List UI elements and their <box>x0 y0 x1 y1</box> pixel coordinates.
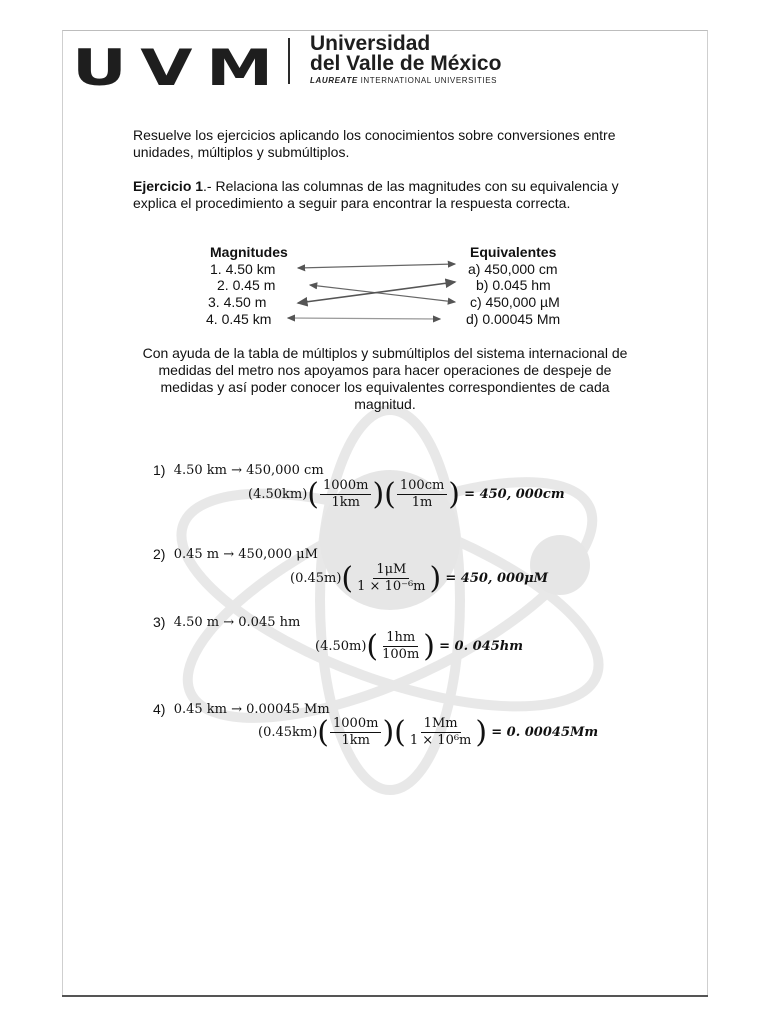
page-bottom-rule <box>62 995 708 997</box>
explanation-paragraph <box>128 345 642 413</box>
arrow-2-c <box>310 285 455 302</box>
university-name <box>310 34 501 74</box>
equation-start: (0.45km) <box>258 725 318 740</box>
intro-line1: Resuelve los ejercicios aplicando los conocimientos sobre conversiones entre <box>133 127 616 143</box>
explanation-line4: magnitud. <box>354 396 416 412</box>
exercise-line1: .- Relaciona las columnas de las magnitudes con su equivalencia y <box>203 178 619 194</box>
arrow-1-a <box>298 264 455 268</box>
solution-number: 2) <box>153 546 166 562</box>
fraction-numerator: 100cm <box>397 478 447 495</box>
equivalents-header: Equivalentes <box>470 244 557 260</box>
exercise-line2: explica el procedimiento a seguir para encontrar la respuesta correcta. <box>133 195 571 211</box>
equivalent-item: b) 0.045 hm <box>476 277 551 293</box>
fraction-denominator: 1 × 10⁻⁶m <box>357 579 426 594</box>
exercise-paragraph <box>133 178 619 212</box>
magnitude-item: 3. 4.50 m <box>208 294 267 310</box>
magnitude-item: 1. 4.50 km <box>210 261 276 277</box>
matching-arrows <box>280 255 470 330</box>
solution-number: 3) <box>153 614 166 630</box>
fraction-denominator: 1km <box>341 733 370 748</box>
arrow-4-d <box>288 318 440 319</box>
fraction-denominator: 1km <box>331 495 360 510</box>
intro-paragraph <box>133 127 615 161</box>
solution-number: 1) <box>153 462 166 478</box>
laureate-network <box>310 76 497 85</box>
equation-start: (4.50m) <box>315 639 367 654</box>
statement-text: 0.45 km → 0.00045 Mm <box>173 701 330 717</box>
statement-text: 0.45 m → 450,000 μM <box>173 546 318 562</box>
explanation-line3: medidas y así poder conocer los equivalentes correspondientes de cada <box>160 379 610 395</box>
equation-result: = 0. 045hm <box>439 639 523 654</box>
equivalent-item: d) 0.00045 Mm <box>466 311 561 327</box>
fraction-denominator: 1 × 10⁶m <box>409 733 472 748</box>
solution-equation: (4.50km) ( $\frac{1000m}{1km}$ ) ( $\frac{100cm}{1m}$ ) = 450, 000cm <box>248 476 565 512</box>
fraction-numerator: 1hm <box>383 630 418 647</box>
equivalent-item: c) 450,000 µM <box>470 294 560 310</box>
magnitude-item: 4. 0.45 km <box>206 311 272 327</box>
laureate-rest: INTERNATIONAL UNIVERSITIES <box>357 76 498 85</box>
solution-equation: (0.45m) ( $\frac{1\mu M}{\text{1 × 10⁻⁶m}}$ ) = 450, 000μM <box>290 560 549 596</box>
university-name-line2: del Valle de México <box>310 52 502 75</box>
solution-statement <box>153 546 318 562</box>
solution-statement <box>153 614 300 630</box>
fraction-numerator: 1000m <box>330 716 381 733</box>
solution-statement <box>153 701 330 717</box>
solution-equation: (4.50m) ( $\frac{1hm}{100m}$ ) = 0. 045hm <box>315 628 523 664</box>
equation-result: = 450, 000μM <box>445 571 549 586</box>
fraction-numerator: 1μM <box>373 562 409 579</box>
uvm-logo: UVM <box>72 39 287 97</box>
laureate-bold: LAUREATE <box>310 76 358 85</box>
fraction-numerator: 1Mm <box>421 716 461 733</box>
explanation-line1: Con ayuda de la tabla de múltiplos y submúltiplos del sistema internacional de <box>142 345 628 361</box>
equation-result: = 0. 00045Mm <box>491 725 599 740</box>
statement-text: 4.50 km → 450,000 cm <box>173 462 324 478</box>
fraction-denominator: 100m <box>382 647 420 662</box>
arrow-3-b <box>298 282 455 303</box>
exercise-label: Ejercicio 1 <box>133 178 204 194</box>
solution-statement <box>153 462 324 478</box>
equation-start: (0.45m) <box>290 571 342 586</box>
fraction-numerator: 1000m <box>320 478 371 495</box>
university-name-line1: Universidad <box>310 32 431 55</box>
logo-divider <box>288 38 290 84</box>
fraction-denominator: 1m <box>411 495 433 510</box>
equivalent-item: a) 450,000 cm <box>468 261 558 277</box>
solution-number: 4) <box>153 701 166 717</box>
magnitudes-header: Magnitudes <box>210 244 288 260</box>
equation-start: (4.50km) <box>248 487 308 502</box>
explanation-line2: medidas del metro nos apoyamos para hacer operaciones de despeje de <box>158 362 612 378</box>
solution-equation: (0.45km) ( $\frac{1000m}{1km}$ ) ( $\frac{1Mm}{\text{1 × 10⁶m}}$ ) = 0. 00045Mm <box>258 714 599 750</box>
magnitude-item: 2. 0.45 m <box>217 277 276 293</box>
intro-line2: unidades, múltiplos y submúltiplos. <box>133 144 350 160</box>
equation-result: = 450, 000cm <box>464 487 565 502</box>
statement-text: 4.50 m → 0.045 hm <box>173 614 301 630</box>
